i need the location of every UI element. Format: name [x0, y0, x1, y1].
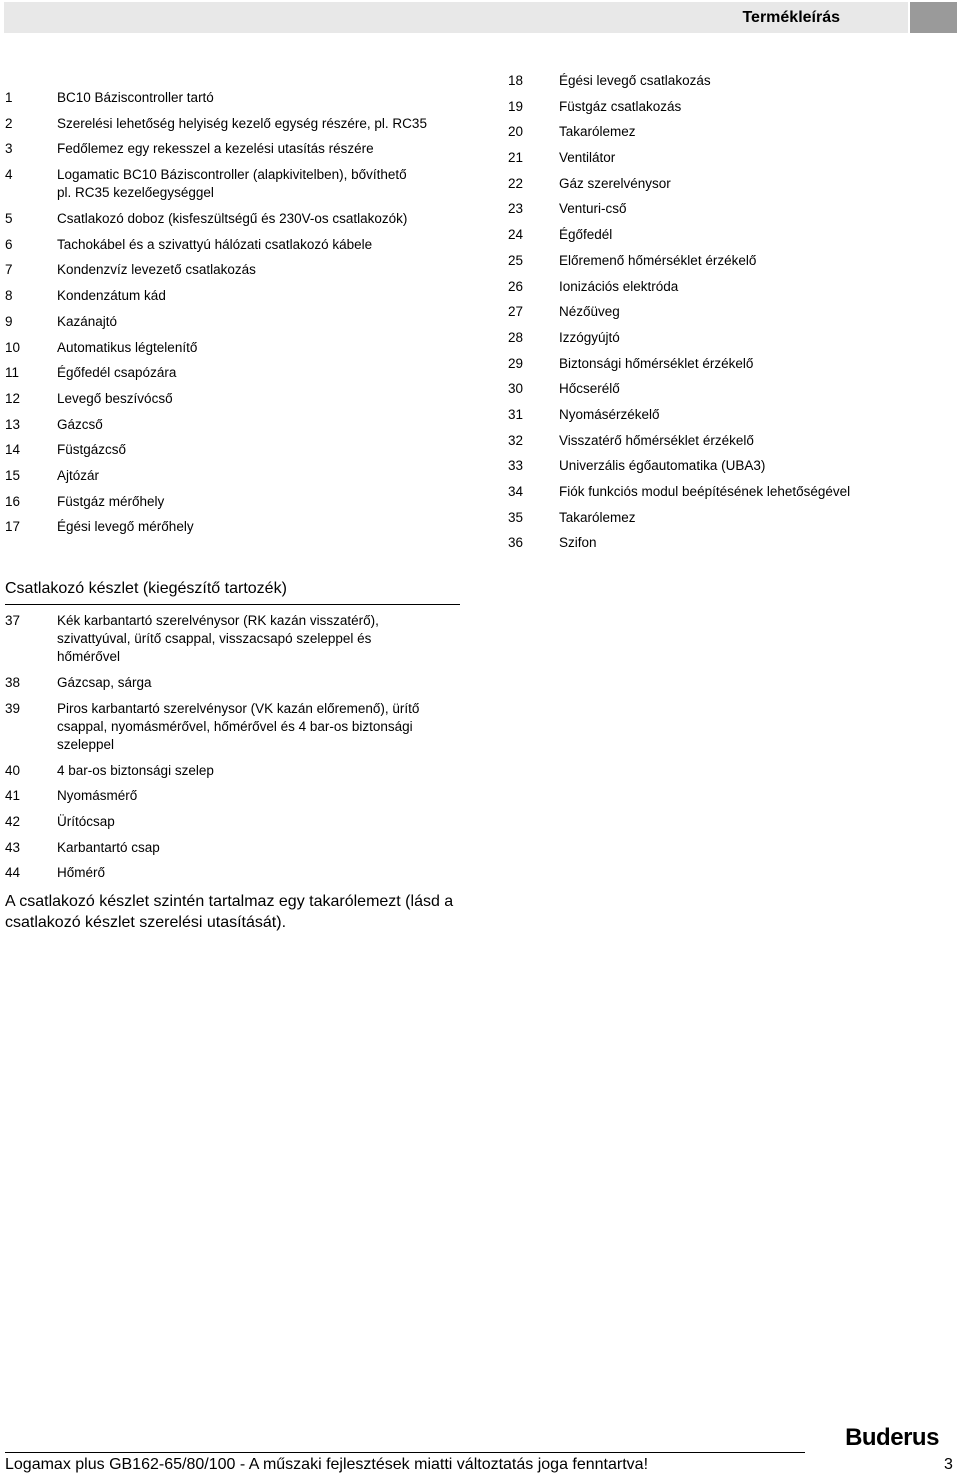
item-number: 7 [5, 262, 13, 278]
item-text: Univerzális égőautomatika (UBA3) [559, 458, 766, 474]
item-number: 40 [5, 762, 21, 778]
item-number: 27 [508, 304, 524, 320]
item-number: 6 [5, 236, 13, 252]
list-item [508, 355, 928, 381]
list-item [5, 89, 445, 115]
item-number: 8 [5, 288, 13, 304]
item-number: 42 [5, 814, 21, 830]
logo-text: Buderus [845, 1424, 939, 1450]
list-item [508, 380, 928, 406]
item-number: 10 [5, 339, 21, 355]
item-number: 14 [5, 442, 21, 458]
parts-list-left [5, 89, 445, 544]
item-number: 20 [508, 124, 524, 140]
item-number: 39 [5, 700, 21, 716]
item-number: 15 [5, 467, 21, 483]
item-number: 1 [5, 90, 13, 105]
item-text: Füstgáz mérőhely [57, 493, 165, 509]
item-number: 43 [5, 839, 21, 855]
item-number: 13 [5, 416, 21, 432]
item-number: 36 [508, 535, 524, 551]
list-item [508, 406, 928, 432]
item-text: Előremenő hőmérséklet érzékelő [559, 252, 757, 268]
list-item [508, 534, 928, 560]
item-number: 16 [5, 493, 21, 509]
page-title: Termékleírás [742, 9, 840, 26]
item-text: Kondenzvíz levezető csatlakozás [57, 262, 256, 278]
list-item [5, 287, 445, 313]
list-item [5, 441, 445, 467]
item-number: 28 [508, 329, 524, 345]
list-item [5, 518, 445, 544]
list-item [508, 226, 928, 252]
item-text: Automatikus légtelenítő [57, 339, 198, 355]
list-item [5, 813, 455, 839]
item-number: 2 [5, 115, 13, 131]
item-text: Fedőlemez egy rekesszel a kezelési utasítás részére [57, 141, 374, 157]
list-item [508, 72, 928, 98]
item-number: 9 [5, 313, 13, 329]
list-item [508, 175, 928, 201]
item-number: 3 [5, 141, 13, 157]
list-item [508, 278, 928, 304]
item-text: Ürítócsap [57, 814, 115, 830]
item-text: Logamatic BC10 Báziscontroller (alapkivitelben), bővíthető pl. RC35 kezelőegységgel [57, 167, 407, 201]
list-item [5, 390, 445, 416]
item-number: 22 [508, 175, 524, 191]
item-text: 4 bar-os biztonsági szelep [57, 762, 214, 778]
list-item [5, 364, 445, 390]
item-text: Csatlakozó doboz (kisfeszültségű és 230V-os csatlakozók) [57, 211, 408, 227]
item-number: 11 [5, 365, 20, 381]
item-number: 23 [508, 201, 524, 217]
buderus-logo [826, 1424, 958, 1450]
accessory-section-title: Csatlakozó készlet (kiegészítő tartozék) [5, 580, 287, 597]
item-text: Szerelési lehetőség helyiség kezelő egység részére, pl. RC35 [57, 115, 427, 131]
item-text: Kazánajtó [57, 313, 118, 329]
item-number: 37 [5, 613, 21, 628]
item-text: Karbantartó csap [57, 839, 160, 855]
header-bar [4, 2, 908, 33]
section-divider [5, 604, 460, 605]
item-number: 34 [508, 484, 524, 499]
item-number: 12 [5, 390, 21, 406]
list-item [5, 762, 455, 788]
list-item [5, 493, 445, 519]
item-text: Égőfedél [559, 227, 613, 243]
item-text: Nyomásérzékelő [559, 406, 660, 422]
item-text: Szifon [559, 535, 597, 551]
list-item [5, 210, 445, 236]
item-number: 30 [508, 381, 524, 397]
list-item [5, 467, 445, 493]
list-item [508, 252, 928, 278]
list-item [5, 261, 445, 287]
item-number: 41 [5, 788, 21, 804]
item-number: 29 [508, 355, 524, 371]
item-text: Levegő beszívócső [57, 390, 173, 406]
item-number: 26 [508, 278, 524, 294]
item-text: Izzógyújtó [559, 329, 620, 345]
item-number: 25 [508, 252, 524, 268]
item-number: 44 [5, 865, 21, 881]
item-number: 17 [5, 519, 21, 535]
header-accent-block [910, 2, 957, 33]
list-item [5, 115, 445, 141]
list-item [5, 612, 455, 674]
list-item [508, 303, 928, 329]
item-number: 24 [508, 227, 524, 243]
list-item [5, 864, 455, 890]
list-item [5, 787, 455, 813]
item-text: Füstgáz csatlakozás [559, 98, 682, 114]
item-text: Hőmérő [57, 865, 106, 881]
item-text: Biztonsági hőmérséklet érzékelő [559, 355, 754, 371]
item-number: 19 [508, 98, 524, 114]
list-item [508, 149, 928, 175]
list-item [508, 123, 928, 149]
accessory-note: A csatlakozó készlet szintén tartalmaz egy takarólemezt (lásd a csatlakozó készlet szerelési utasítását). [5, 893, 454, 931]
item-text: Takarólemez [559, 509, 636, 525]
list-item [5, 674, 455, 700]
item-number: 21 [508, 150, 524, 166]
item-text: Égési levegő mérőhely [57, 519, 194, 535]
item-text: Gázcső [57, 416, 103, 432]
list-item [5, 140, 445, 166]
list-item [508, 98, 928, 124]
list-item [5, 313, 445, 339]
list-item [508, 509, 928, 535]
item-text: Égési levegő csatlakozás [559, 73, 711, 88]
item-text: Takarólemez [559, 124, 636, 140]
page-number: 3 [944, 1456, 953, 1473]
item-number: 32 [508, 432, 524, 448]
footer-text: Logamax plus GB162-65/80/100 - A műszaki fejlesztések miatti változtatás joga fenntartva! [5, 1456, 649, 1473]
item-text: BC10 Báziscontroller tartó [57, 90, 214, 105]
list-item [508, 200, 928, 226]
list-item [508, 329, 928, 355]
item-text: Nyomásmérő [57, 788, 138, 804]
item-text: Tachokábel és a szivattyú hálózati csatlakozó kábele [57, 236, 373, 252]
item-text: Füstgázcső [57, 442, 127, 458]
item-text: Nézőüveg [559, 304, 620, 320]
item-text: Gáz szerelvénysor [559, 175, 671, 191]
item-number: 18 [508, 73, 524, 88]
item-text: Fiók funkciós modul beépítésének lehetőségével [559, 484, 851, 499]
item-text: Kék karbantartó szerelvénysor (RK kazán visszatérő), szivattyúval, ürítő csappal, visszacsapó szeleppel és hőmérővel [57, 613, 379, 664]
item-number: 5 [5, 211, 13, 227]
list-item [508, 457, 928, 483]
parts-list-right [508, 72, 928, 560]
list-item [5, 700, 455, 762]
item-number: 38 [5, 675, 21, 690]
list-item [508, 483, 928, 509]
item-text: Ajtózár [57, 467, 100, 483]
list-item [508, 432, 928, 458]
item-text: Visszatérő hőmérséklet érzékelő [559, 432, 754, 448]
footer-divider [5, 1452, 805, 1453]
item-text: Ionizációs elektróda [559, 278, 679, 294]
list-item [5, 839, 455, 865]
item-text: Piros karbantartó szerelvénysor (VK kazán előremenő), ürítő csappal, nyomásmérővel, hőmérővel és 4 bar-os biztonsági szeleppel [57, 700, 420, 752]
item-text: Ventilátor [559, 150, 616, 166]
item-number: 4 [5, 167, 13, 183]
item-text: Égőfedél csapózára [57, 365, 177, 381]
item-text: Venturi-cső [559, 201, 627, 217]
item-number: 33 [508, 458, 524, 474]
item-text: Gázcsap, sárga [57, 675, 152, 690]
list-item [5, 416, 445, 442]
accessory-list [5, 612, 455, 890]
list-item [5, 339, 445, 365]
item-text: Kondenzátum kád [57, 288, 166, 304]
item-text: Hőcserélő [559, 381, 620, 397]
item-number: 31 [508, 406, 524, 422]
item-number: 35 [508, 509, 524, 525]
list-item [5, 166, 445, 210]
list-item [5, 236, 445, 262]
